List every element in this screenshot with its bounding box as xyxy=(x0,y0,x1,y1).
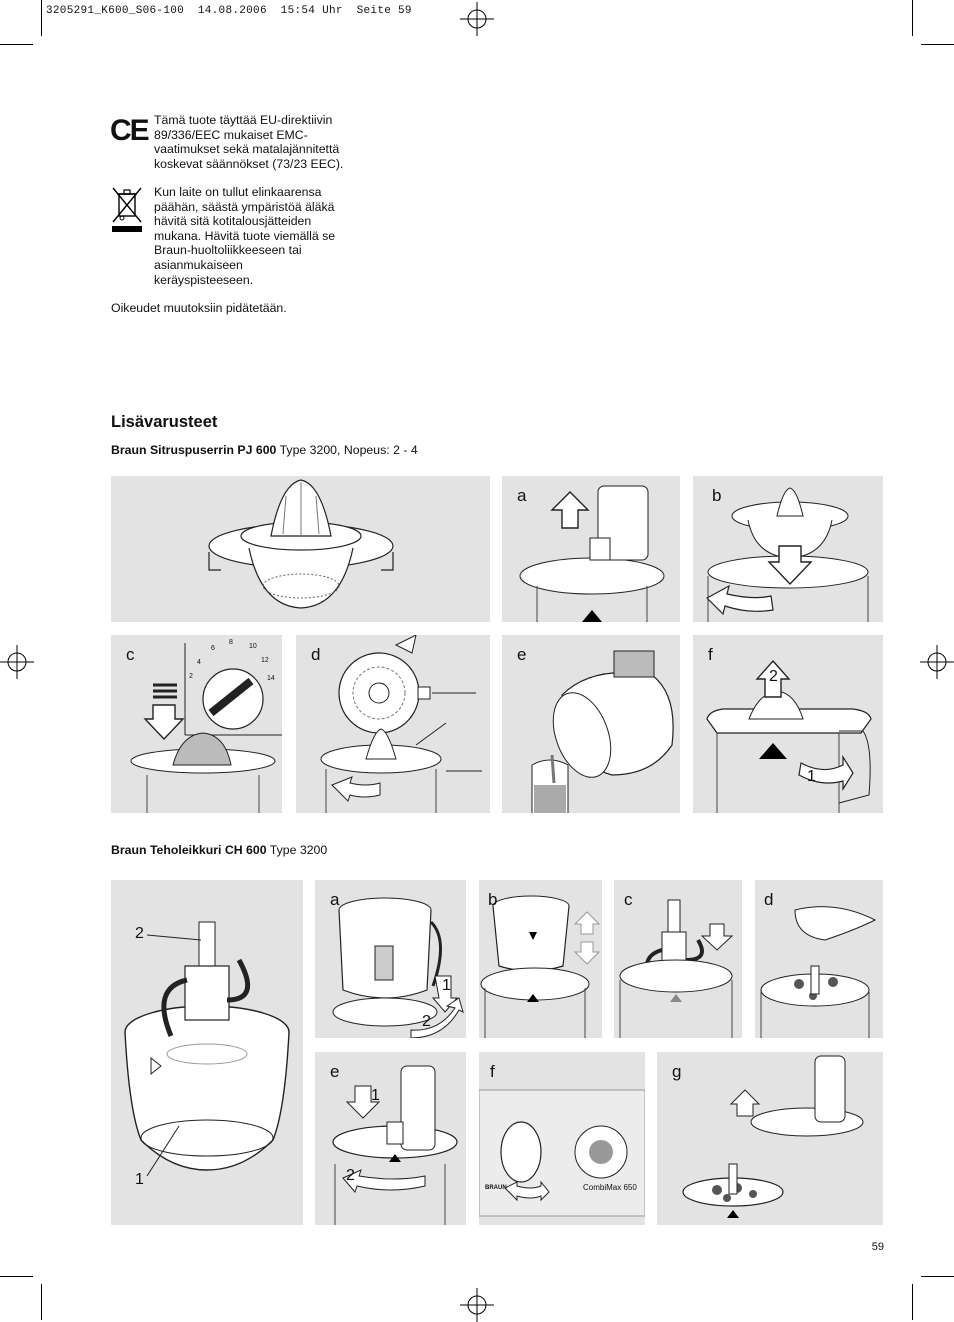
chopper-step-g xyxy=(657,1052,883,1225)
crop-mark xyxy=(0,44,33,45)
disposal-text: Kun laite on tullut elinkaarensa päähän, säästä ympäristöä äläkä hävitä sitä kotitalousjätteiden mukana. Hävitä tuote viemällä se Braun-huoltoliikkeeseen tai asianmukaiseen keräyspisteeseen. xyxy=(154,185,336,287)
step-number: 2 xyxy=(769,668,778,685)
step-label: g xyxy=(672,1062,682,1081)
curved-arrow-icon xyxy=(343,1170,425,1192)
chopper-subheading: Braun Teholeikkuri CH 600 Type 3200 xyxy=(111,843,328,857)
step-number: 1 xyxy=(442,977,451,994)
step-number: 2 xyxy=(346,1167,355,1184)
part-number: 1 xyxy=(135,1171,144,1188)
speed-tick: 4 xyxy=(197,659,201,666)
juicer-step-b xyxy=(693,476,883,622)
brand-logo: BRAUN xyxy=(485,1185,507,1191)
up-arrow-icon xyxy=(552,492,588,528)
page-number: 59 xyxy=(871,1241,884,1253)
rights-reserved-note: Oikeudet muutoksiin pidätetään. xyxy=(111,301,287,315)
chopper-step-c xyxy=(614,880,742,1038)
registration-mark-icon xyxy=(920,645,954,679)
curved-arrow-icon xyxy=(707,586,773,614)
crop-mark xyxy=(41,1284,42,1320)
ce-compliance-text: Tämä tuote täyttää EU-direktiivin 89/336/EEC mukaiset EMC- vaatimukset sekä matalajännitettä koskevat säännökset (73/23 EEC). xyxy=(154,113,344,171)
registration-mark-icon xyxy=(0,645,34,679)
triangle-marker-icon xyxy=(759,743,787,759)
print-header: 3205291_K600_S06-100 14.08.2006 15:54 Uhr Seite 59 xyxy=(46,5,412,17)
chopper-main-illustration xyxy=(111,880,303,1225)
juicer-step-c xyxy=(111,635,282,813)
juicer-subheading: Braun Sitruspuserrin PJ 600 Type 3200, Nopeus: 2 - 4 xyxy=(111,443,418,457)
step-label: b xyxy=(712,486,722,505)
crossed-out-bin-icon xyxy=(110,186,144,234)
speed-tick: 12 xyxy=(261,657,269,664)
speed-tick: 2 xyxy=(189,673,193,680)
crop-mark xyxy=(921,44,954,45)
step-label: d xyxy=(764,890,774,909)
chopper-step-e xyxy=(315,1052,466,1225)
step-label: d xyxy=(311,645,321,664)
juicer-step-d xyxy=(296,635,490,813)
juicer-step-a xyxy=(502,476,680,622)
ce-mark-icon: CE xyxy=(110,114,148,147)
up-arrow-icon xyxy=(575,912,599,934)
part-number: 2 xyxy=(135,925,144,942)
triangle-marker-icon xyxy=(582,610,602,622)
juicer-step-e xyxy=(502,635,680,813)
chopper-step-b xyxy=(479,880,602,1038)
speed-tick: 10 xyxy=(249,643,257,650)
step-label: f xyxy=(708,645,713,664)
juicer-step-f xyxy=(693,635,883,813)
step-label: c xyxy=(624,890,633,909)
step-label: c xyxy=(126,645,135,664)
speed-tick: 8 xyxy=(229,639,233,646)
step-label: b xyxy=(488,890,498,909)
step-label: a xyxy=(330,890,340,909)
registration-mark-icon xyxy=(460,2,494,36)
model-name: CombiMax 650 xyxy=(583,1183,637,1192)
juicer-main-illustration xyxy=(111,476,490,622)
registration-mark-icon xyxy=(460,1288,494,1322)
down-arrow-icon xyxy=(702,924,732,950)
speed-tick: 6 xyxy=(211,645,215,652)
step-number: 1 xyxy=(807,768,816,785)
step-number: 1 xyxy=(371,1087,380,1104)
chopper-step-d xyxy=(755,880,883,1038)
down-arrow-icon xyxy=(575,942,599,964)
step-label: e xyxy=(517,645,527,664)
citrus-juicer-icon xyxy=(111,476,490,622)
chopper-step-f xyxy=(479,1052,645,1225)
crop-mark xyxy=(921,1276,954,1277)
crop-mark xyxy=(912,0,913,36)
chopper-step-a xyxy=(315,880,466,1038)
step-label: a xyxy=(517,486,527,505)
up-arrow-icon xyxy=(731,1090,759,1116)
step-label: e xyxy=(330,1062,340,1081)
crop-mark xyxy=(0,1276,33,1277)
step-number: 2 xyxy=(422,1013,431,1030)
step-label: f xyxy=(490,1062,495,1081)
curved-arrow-icon xyxy=(332,777,380,801)
speed-tick: 14 xyxy=(267,675,275,682)
down-arrow-icon xyxy=(145,705,183,739)
crop-mark xyxy=(41,0,42,36)
crop-mark xyxy=(912,1284,913,1320)
section-title: Lisävarusteet xyxy=(111,413,218,431)
